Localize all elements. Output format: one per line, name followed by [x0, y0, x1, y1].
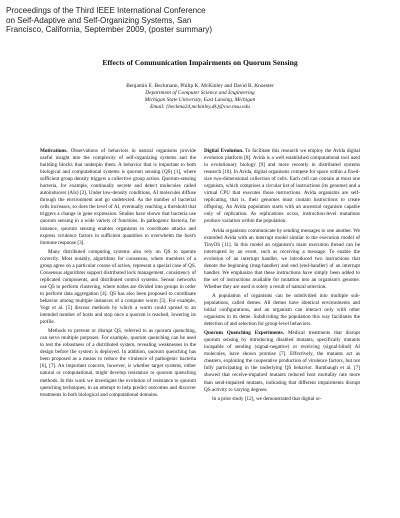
paragraph: Many distributed computing systems also rely on QS to operate correctly. Most notably, algorithms for consensus, where members of a group agree on a particular course of action, represent a special case of QS. Consensus algorithms support distributed lock management, consistency of replicated components, and distributed control systems. Sensor networks use QS to perform clustering, where nodes are divided into groups in order to perform data aggregation [4]. QS has also been proposed to coordinate behavior among multiple instances of a computer worm [5]. For example, Vogt et al. [5] discuss methods by which a worm could spread to an intended number of hosts and stop once a quorum is reached, lowering its profile.: [40, 248, 196, 326]
section-runin-heading: Motivations.: [40, 148, 68, 154]
paragraph: A population of organisms can be subdivided into multiple sub-populations, called demes. All demes have identical environments and initial configurations, and an organism can interact only with other organisms in its deme. Subdividing the population this way facilitates the detection of and selection for group-level behaviors.: [204, 292, 360, 328]
university: Michigan State University, East Lansing, Michigan: [144, 97, 256, 104]
paragraph-motivations: [40, 148, 196, 247]
proceedings-line: on Self-Adaptive and Self-Organizing Systems, San: [6, 15, 192, 25]
paragraph-text: To facilitate this research we employ the Avida digital evolution platform [8]. Avida is a well established computational tool used in evolutionary biology [9] and more recently in distributed systems research [10]. In Avida, digital organisms compete for space within a fixed-size two-dimensional collection of cells. Each cell can contain at most one organism, which comprises a circular list of instructions (its genome) and a virtual CPU that executes those instructions. Avida organisms are self-replicating, that is, their genomes must contain instructions to create offspring. An Avida population starts with an ancestral organism capable only of replication. As replications occur, instruction-level mutations produce variation within the population.: [204, 148, 360, 225]
author-block: [0, 83, 400, 111]
paragraph-text: Medical treatments that disrupt quorum sensing by introducing disabled mutants, specifically mutants incapable of sending (signal-negative) or receiving (signal-blind) AI molecules, have shown promise [7]. Effectively, the mutants act as cheaters, exploiting the cooperative production of virulence factors, but not fully participating in the underlying QS behavior. Rumbaugh et al. [7] showed that receive-impaired mutants reduced host mortality rate more than send-impaired mutants, indicating that different impairments disrupt QS activity to varying degrees.: [204, 330, 360, 393]
left-column: [40, 148, 196, 401]
paper-title: Effects of Communication Impairments on Quorum Sensing: [102, 58, 298, 67]
email: Email: {beckma24,mckinley,dk}@cse.msu.edu: [150, 104, 250, 111]
paragraph: Methods to prevent or disrupt QS, referred to as quorum quenching, can serve multiple purposes. For example, quorum quenching can be used to test the robustness of a distributed system, revealing weaknesses in the design before the system is deployed. In addition, quorum quenching has been proposed as a means to reduce the virulence of pathogenic bacteria [6], [7]. An important concern, however, is whether target systems, either natural or computational, might develop resistance to quorum quenching methods. In this work we investigate the evolution of resistance to quorum quenching techniques, in an attempt to help predict outcomes and discover treatments in both biological and computational domains.: [40, 328, 196, 398]
authors: Benjamin E. Beckmann, Philip K. McKinley and David B. Knoester: [126, 83, 274, 89]
paragraph: Avida organisms communicate by sending messages to one another. We extended Avida with an interrupt model similar to the execution model of TinyOS [11]. In this model an organism's main execution thread can be interrupted by an event, such as receiving a message. To enable the evolution of an interrupt handler, we introduced two instructions that denote the beginning (msg-handler) and end (end-handler) of an interrupt handler. We emphasize that these instructions have simply been added to the set of instructions available for mutation into an organism's genome. Whether they are used is solely a result of natural selection.: [204, 227, 360, 290]
proceedings-line: Francisco, California, September 2009, (poster summary): [6, 25, 213, 35]
paragraph: In a prior study [12], we demonstrated that digital or-: [212, 395, 322, 402]
department: Department of Computer Science and Engineering: [145, 90, 255, 97]
paragraph-digital-evolution: [204, 148, 360, 226]
right-column: [204, 148, 360, 405]
paragraph-quorum-quenching: [204, 330, 360, 393]
section-runin-heading: Quorum Quenching Experiments.: [204, 330, 284, 337]
paragraph-text: Observations of behaviors in natural organisms provide useful insight into the complexity of self-organizing systems and the building blocks that underpin them. A behavior that is important to both biological and computational systems is quorum sensing (QS) [1], where sufficient group density triggers a collective group action. Quorum-sensing bacteria, for example, continually secrete and detect molecules called autoinducers (AIs) [2]. Under low-density conditions, AI molecules diffuse through the environment and go undetected. As the number of bacterial cells increases, so does the level of AI, eventually reaching a threshold that triggers a change in gene expression. Studies have shown that bacteria use quorum sensing in a wide variety of functions. In pathogenic bacteria, for instance, quorum sensing enables organisms to coordinate attacks and express virulence factors in sufficient quantities to overwhelm the host's immune response [3].: [40, 148, 196, 246]
proceedings-header: [6, 6, 396, 35]
section-runin-heading: Digital Evolution.: [204, 148, 244, 154]
proceedings-line: Proceedings of the Third IEEE International Conference: [6, 6, 206, 15]
